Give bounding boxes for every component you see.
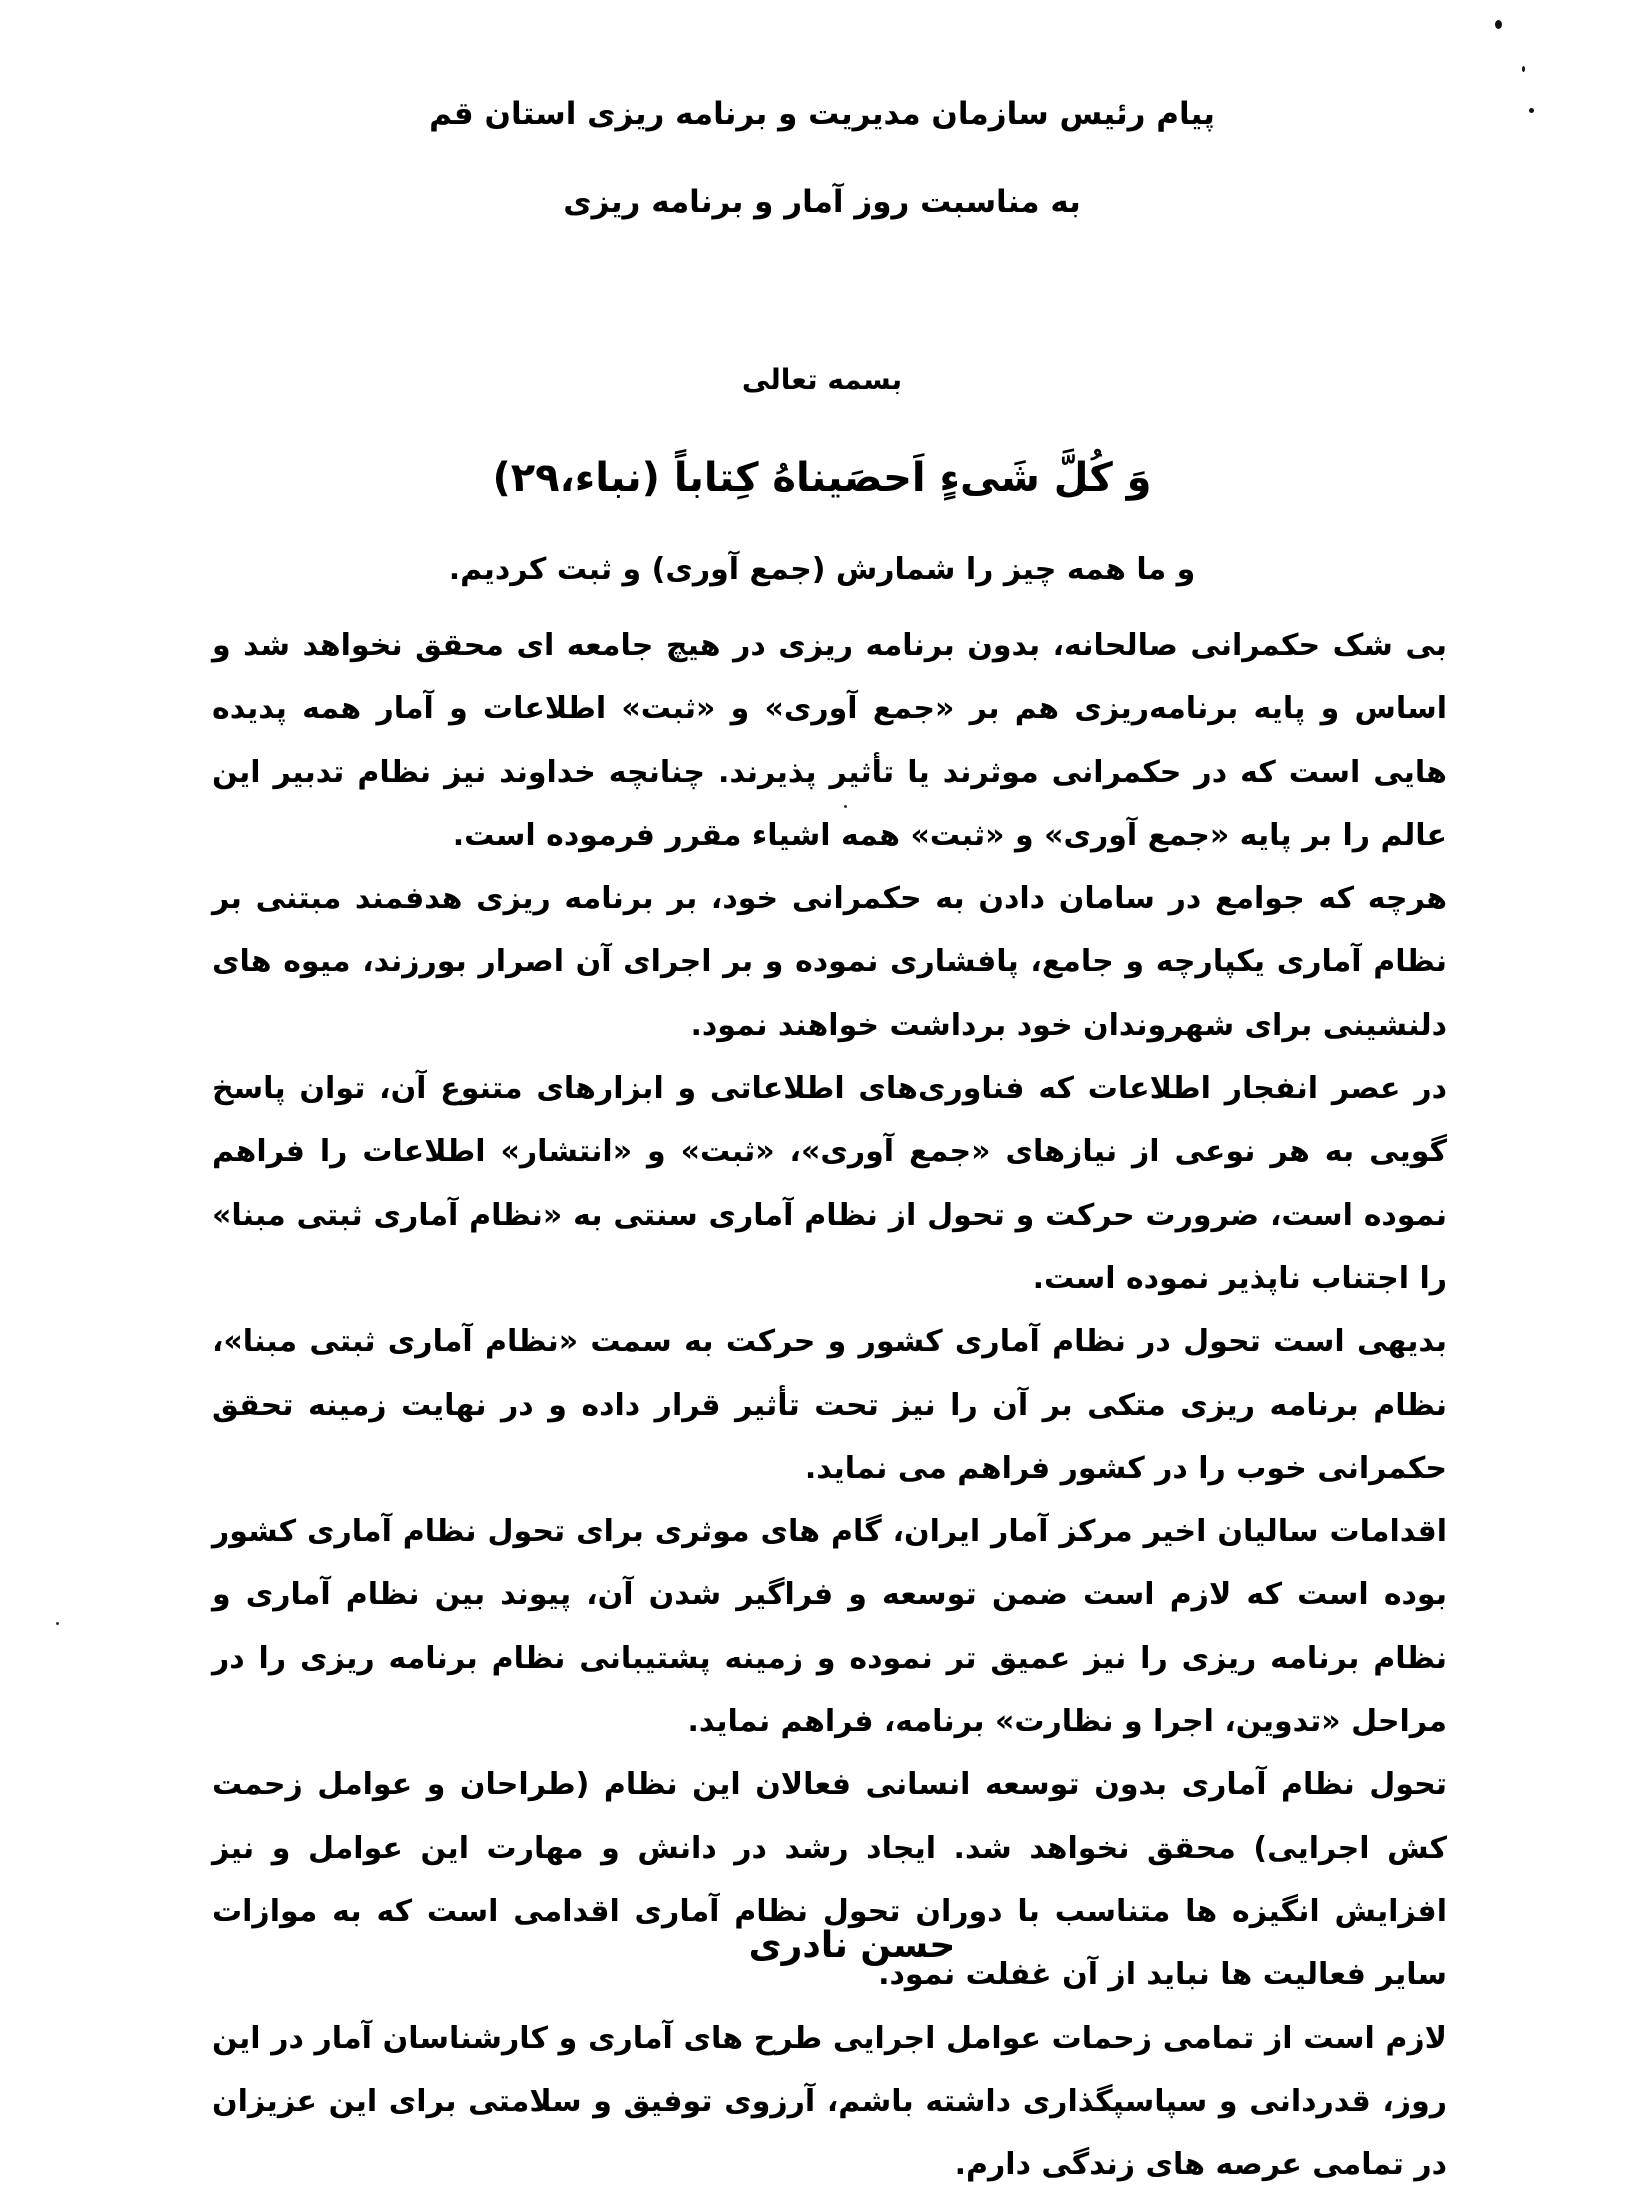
letter-title: پیام رئیس سازمان مدیریت و برنامه ریزی استان قم [429,96,1215,132]
verse-translation: و ما همه چیز را شمارش (جمع آوری) و ثبت کردیم. [448,552,1196,587]
paragraph: بدیهی است تحول در نظام آماری کشور و حرکت به سمت «نظام آماری ثبتی مبنا»، نظام برنامه ریزی متکی بر آن را نیز تحت تأثیر قرار داده و در نهایت زمینه تحقق حکمرانی خوب را در کشور فراهم می نماید. [212,1324,1447,1486]
paragraph: بی شک حکمرانی صالحانه، بدون برنامه ریزی در هیچ جامعه ای محقق نخواهد شد و اساس و پایه برنامه‌ریزی هم بر «جمع آوری» و «ثبت» اطلاعات و آمار همه پدیده هایی است که در حکمرانی موثرند یا تأثیر پذیرند. چنانچه خداوند نیز نظام تدبیر این عالم را بر پایه «جمع آوری» و «ثبت» همه اشیاء مقرر فرموده است. [212,628,1447,853]
basmala-heading: بسمه تعالی [741,363,903,396]
paragraph: اقدامات سالیان اخیر مرکز آمار ایران، گام های موثری برای تحول نظام آماری کشور بوده است که لازم است ضمن توسعه و فراگیر شدن آن، پیوند بین نظام آماری و نظام برنامه ریزی را نیز عمیق تر نموده و زمینه پشتیبانی نظام برنامه ریزی را در مراحل «تدوین، اجرا و نظارت» برنامه، فراهم نماید. [212,1514,1447,1740]
signature-name: حسن نادری [748,1925,956,1966]
scan-speck [844,805,847,808]
paragraph: تحول نظام آماری بدون توسعه انسانی فعالان این نظام (طراحان و عوامل زحمت کش اجرایی) محقق نخواهد شد. ایجاد رشد در دانش و مهارت این عوامل و نیز افزایش انگیزه ها متناسب با دوران تحول نظام آماری اقدامی است که به موازات سایر فعالیت ها نباید از آن غفلت نمود. [212,1767,1447,1993]
scan-speck [1522,66,1525,72]
scan-speck [56,1622,59,1625]
paragraph: هرچه که جوامع در سامان دادن به حکمرانی خود، بر برنامه ریزی هدفمند مبتنی بر نظام آماری یکپارچه و جامع، پافشاری نموده و بر اجرای آن اصرار بورزند، میوه های دلنشینی برای شهروندان خود برداشت خواهند نمود. [212,881,1447,1043]
paragraph: لازم است از تمامی زحمات عوامل اجرایی طرح های آماری و کارشناسان آمار در این روز، قدردانی و سپاسپگذاری داشته باشم، آرزوی توفیق و سلامتی برای این عزیزان در تمامی عرصه های زندگی دارم. [212,2020,1447,2183]
scan-speck [1495,20,1502,29]
letter-subtitle: به مناسبت روز آمار و برنامه ریزی [563,184,1081,220]
paragraph: در عصر انفجار اطلاعات که فناوری‌های اطلاعاتی و ابزارهای متنوع آن، توان پاسخ گویی به هر نوعی از نیازهای «جمع آوری»، «ثبت» و «انتشار» اطلاعات را فراهم نموده است، ضرورت حرکت و تحول از نظام آماری سنتی به «نظام آماری ثبتی مبنا» را اجتناب ناپذیر نموده است. [212,1071,1447,1296]
quran-verse: وَ کُلَّ شَیءٍ اَحصَیناهُ کِتاباً (نباء،۲۹) [492,455,1152,501]
